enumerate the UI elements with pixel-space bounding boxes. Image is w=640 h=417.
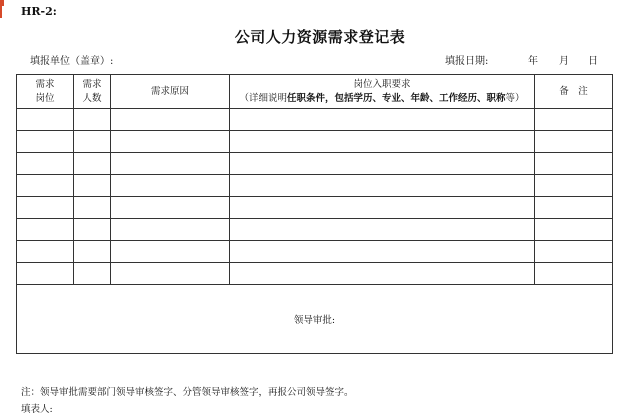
reason-cell[interactable] — [111, 241, 230, 263]
position-cell[interactable] — [17, 197, 74, 219]
requirements-detail-post: 等） — [505, 92, 525, 104]
col-header-position-line1: 需求 — [35, 78, 55, 90]
corner-mark-edge — [0, 0, 2, 18]
position-cell[interactable] — [17, 175, 74, 197]
remarks-cell[interactable] — [535, 241, 613, 263]
col-header-requirements-title: 岗位入职要求 — [353, 78, 411, 90]
reason-cell[interactable] — [111, 175, 230, 197]
reason-cell[interactable] — [111, 263, 230, 285]
headcount-cell[interactable] — [74, 131, 111, 153]
date-day-label: 日 — [588, 56, 598, 67]
col-header-requirements-detail — [230, 92, 534, 106]
date-label: 填报日期: — [445, 56, 489, 67]
position-cell[interactable] — [17, 219, 74, 241]
date-year-label: 年 — [528, 56, 538, 67]
position-cell[interactable] — [17, 241, 74, 263]
col-header-remarks: 备 注 — [535, 75, 613, 109]
remarks-cell[interactable] — [535, 109, 613, 131]
table-row — [17, 175, 613, 197]
requirements-detail-bold: 任职条件，包括学历、专业、年龄、工作经历、职称 — [286, 92, 506, 104]
position-cell[interactable] — [17, 109, 74, 131]
table-row — [17, 153, 613, 175]
requirements-cell[interactable] — [230, 197, 535, 219]
footnote: 注：领导审批需要部门领导审核签字、分管领导审核签字，再报公司领导签字。 — [21, 387, 354, 398]
headcount-cell[interactable] — [74, 219, 111, 241]
remarks-cell[interactable] — [535, 131, 613, 153]
requirements-cell[interactable] — [230, 263, 535, 285]
headcount-cell[interactable] — [74, 109, 111, 131]
requirements-detail-pre: （详细说明 — [239, 92, 287, 104]
position-cell[interactable] — [17, 263, 74, 285]
requirements-table — [16, 74, 613, 354]
headcount-cell[interactable] — [74, 197, 111, 219]
requirements-cell[interactable] — [230, 131, 535, 153]
table-row — [17, 131, 613, 153]
remarks-cell[interactable] — [535, 175, 613, 197]
position-cell[interactable] — [17, 131, 74, 153]
requirements-cell[interactable] — [230, 175, 535, 197]
col-header-headcount-line1: 需求 — [82, 78, 102, 90]
requirements-cell[interactable] — [230, 219, 535, 241]
reason-cell[interactable] — [111, 109, 230, 131]
headcount-cell[interactable] — [74, 153, 111, 175]
col-header-requirements — [230, 75, 535, 109]
table-row — [17, 263, 613, 285]
reason-cell[interactable] — [111, 197, 230, 219]
requirements-cell[interactable] — [230, 153, 535, 175]
col-header-position-line2: 岗位 — [35, 92, 55, 104]
table-body — [17, 109, 613, 285]
remarks-cell[interactable] — [535, 153, 613, 175]
requirements-cell[interactable] — [230, 241, 535, 263]
form-code: HR-2: — [21, 5, 57, 18]
table-row — [17, 219, 613, 241]
headcount-cell[interactable] — [74, 241, 111, 263]
remarks-cell[interactable] — [535, 263, 613, 285]
col-header-headcount-line2: 人数 — [82, 92, 102, 104]
requirements-cell[interactable] — [230, 109, 535, 131]
col-header-headcount — [74, 75, 111, 109]
reason-cell[interactable] — [111, 131, 230, 153]
form-title: 公司人力资源需求登记表 — [234, 28, 406, 46]
position-cell[interactable] — [17, 153, 74, 175]
col-header-reason: 需求原因 — [111, 75, 230, 109]
filled-by-label: 填表人: — [21, 404, 53, 415]
unit-label: 填报单位（盖章）: — [30, 56, 114, 67]
col-header-position — [17, 75, 74, 109]
table-row — [17, 197, 613, 219]
date-month-label: 月 — [559, 56, 569, 67]
table-header-row — [17, 75, 613, 109]
reason-cell[interactable] — [111, 153, 230, 175]
headcount-cell[interactable] — [74, 175, 111, 197]
reason-cell[interactable] — [111, 219, 230, 241]
approval-cell[interactable] — [17, 285, 613, 354]
table-row — [17, 241, 613, 263]
remarks-cell[interactable] — [535, 219, 613, 241]
table-row — [17, 109, 613, 131]
remarks-cell[interactable] — [535, 197, 613, 219]
approval-label: 领导审批: — [293, 315, 336, 326]
approval-row — [17, 285, 613, 354]
headcount-cell[interactable] — [74, 263, 111, 285]
